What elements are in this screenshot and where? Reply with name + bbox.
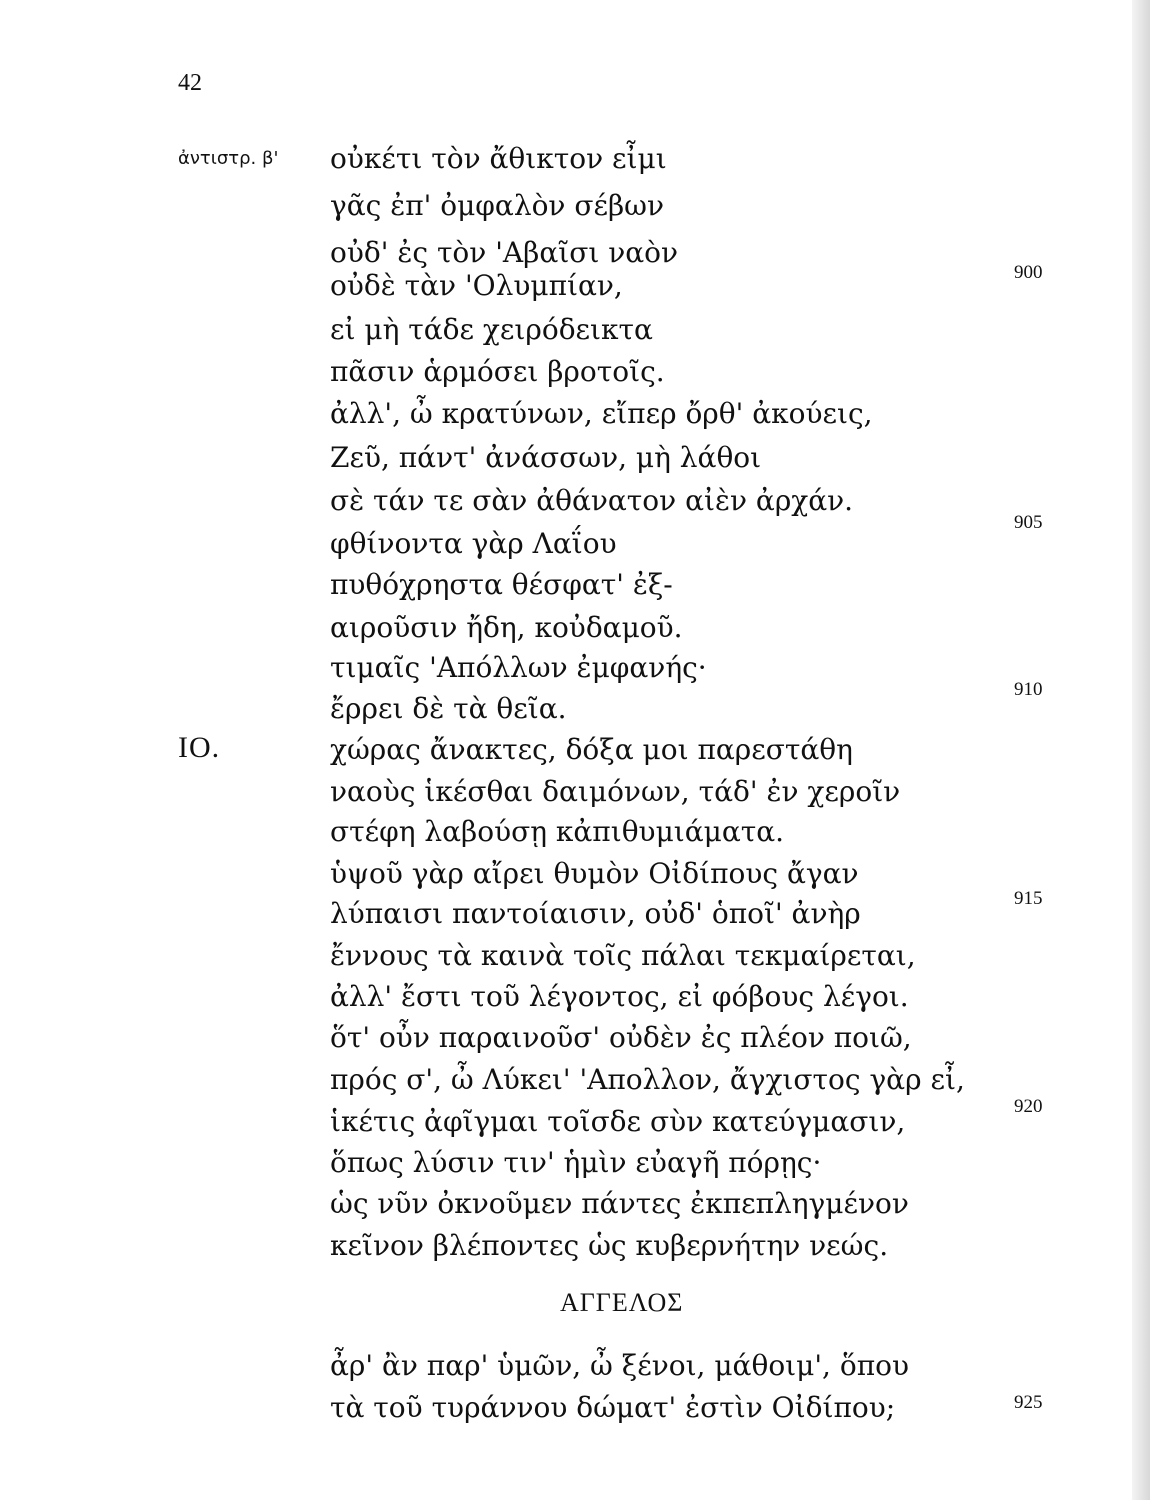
verse-line: ἱκέτις ἀφῖγμαι τοῖσδε σὺν κατεύγμασιν,: [330, 1105, 906, 1138]
speaker-heading: ΑΓΓΕΛΟΣ: [560, 1288, 684, 1317]
line-number: 905: [1014, 512, 1043, 533]
page-number: 42: [178, 70, 202, 96]
verse-line: ἀλλ', ὦ κρατύνων, εἴπερ ὄρθ' ἀκούεις,: [330, 397, 873, 430]
verse-line: ὅτ' οὖν παραινοῦσ' οὐδὲν ἐς πλέον ποιῶ,: [330, 1021, 912, 1054]
verse-line: ὡς νῦν ὀκνοῦμεν πάντες ἐκπεπληγμένον: [330, 1187, 909, 1220]
line-number: 900: [1014, 262, 1043, 283]
line-number: 925: [1014, 1392, 1043, 1413]
line-number: 920: [1014, 1096, 1043, 1117]
verse-line: κεῖνον βλέποντες ὡς κυβερνήτην νεώς.: [330, 1229, 889, 1262]
strophe-label: ἀντιστρ. β': [178, 148, 279, 169]
verse-line: τιμαῖς 'Απόλλων ἐμφανής·: [330, 651, 707, 684]
verse-line: σὲ τάν τε σὰν ἀθάνατον αἰὲν ἀρχάν.: [330, 484, 854, 517]
verse-line: γᾶς ἐπ' ὀμφαλὸν σέβων: [330, 189, 665, 222]
verse-line: ἔννους τὰ καινὰ τοῖς πάλαι τεκμαίρεται,: [330, 939, 916, 972]
line-number: 910: [1014, 679, 1043, 700]
verse-line: πᾶσιν ἁρμόσει βροτοῖς.: [330, 355, 665, 388]
line-number: 915: [1014, 888, 1043, 909]
verse-line: λύπαισι παντοίαισιν, οὐδ' ὁποῖ' ἀνὴρ: [330, 897, 861, 930]
verse-line: φθίνοντα γὰρ Λαΐου: [330, 527, 617, 560]
verse-line: οὐδὲ τὰν 'Ολυμπίαν,: [330, 269, 623, 302]
verse-line: Ζεῦ, πάντ' ἀνάσσων, μὴ λάθοι: [330, 441, 762, 474]
verse-line: ἔρρει δὲ τὰ θεῖα.: [330, 692, 567, 725]
verse-line: οὐκέτι τὸν ἄθικτον εἶμι: [330, 142, 667, 175]
verse-line: αιροῦσιν ἤδη, κοὐδαμοῦ.: [330, 611, 683, 644]
verse-line: ἆρ' ἂν παρ' ὑμῶν, ὦ ξένοι, μάθοιμ', ὅπου: [330, 1349, 909, 1382]
verse-line: στέφη λαβούσῃ κἀπιθυμιάματα.: [330, 815, 785, 848]
verse-line: εἰ μὴ τάδε χειρόδεικτα: [330, 313, 653, 346]
verse-line: ναοὺς ἱκέσθαι δαιμόνων, τάδ' ἐν χεροῖν: [330, 775, 901, 808]
verse-line: πρός σ', ὦ Λύκει' 'Απολλον, ἄγχιστος γὰρ εἶ,: [330, 1063, 965, 1096]
verse-line: οὐδ' ἐς τὸν 'Αβαῖσι ναὸν: [330, 236, 679, 269]
verse-line: πυθόχρηστα θέσφατ' ἐξ-: [330, 568, 673, 601]
verse-line: χώρας ἄνακτες, δόξα μοι παρεστάθη: [330, 733, 853, 766]
verse-line: ἀλλ' ἔστι τοῦ λέγοντος, εἰ φόβους λέγοι.: [330, 980, 909, 1013]
verse-line: τὰ τοῦ τυράννου δώματ' ἐστὶν Οἰδίπου;: [330, 1391, 896, 1424]
verse-line: ὅπως λύσιν τιν' ἡμὶν εὐαγῆ πόρῃς·: [330, 1146, 822, 1179]
page-spine-shadow: [1132, 0, 1150, 1500]
verse-line: ὑψοῦ γὰρ αἴρει θυμὸν Οἰδίπους ἄγαν: [330, 857, 859, 890]
speaker-io: IO.: [178, 731, 221, 764]
